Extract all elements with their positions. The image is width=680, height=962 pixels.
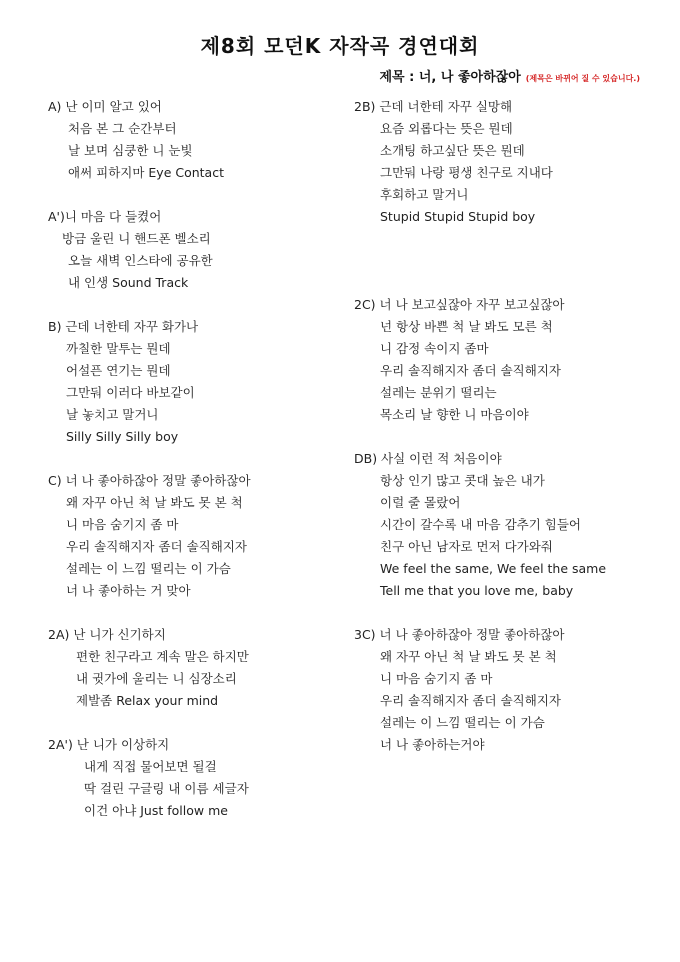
title-note: (제목은 바뀌어 질 수 있습니다.) xyxy=(525,74,640,83)
lyric-line: Stupid Stupid Stupid boy xyxy=(380,209,536,224)
section-spacer xyxy=(354,426,654,448)
lyric-line: 내 귓가에 울리는 니 심장소리 xyxy=(76,671,237,686)
lyric-line: 우리 솔직해지자 좀더 솔직해지자 xyxy=(66,539,247,554)
song-title xyxy=(380,66,641,85)
lyric-line: 오늘 새벽 인스타에 공유한 xyxy=(68,253,213,268)
lyric-line: 너 나 좋아하는 거 맞아 xyxy=(66,583,191,598)
lyric-line: 설레는 이 느낌 떨리는 이 가슴 xyxy=(380,715,545,730)
section-label: 2A') 난 니가 이상하지 xyxy=(48,737,170,752)
lyrics-right-column xyxy=(354,96,654,756)
section-spacer xyxy=(354,272,654,294)
lyrics-left-column xyxy=(48,96,338,822)
lyric-line: 후회하고 말거니 xyxy=(380,187,469,202)
lyric-line: 너 나 좋아하는거야 xyxy=(380,737,485,752)
lyrics-section xyxy=(48,96,338,184)
lyrics-section xyxy=(48,734,338,822)
lyric-line: Tell me that you love me, baby xyxy=(380,583,574,598)
lyric-line: 시간이 갈수록 내 마음 감추기 힘들어 xyxy=(380,517,581,532)
lyric-line: 편한 친구라고 계속 말은 하지만 xyxy=(76,649,249,664)
lyric-line: 날 놓치고 말거니 xyxy=(66,407,159,422)
lyric-line: 그만둬 나랑 평생 친구로 지내다 xyxy=(380,165,553,180)
lyric-line: 소개팅 하고싶단 뜻은 뭔데 xyxy=(380,143,525,158)
lyric-line: 항상 인기 많고 콧대 높은 내가 xyxy=(380,473,545,488)
lyrics-section xyxy=(354,448,654,602)
lyrics-section xyxy=(48,624,338,712)
section-label: 2B) 근데 너한테 자꾸 실망해 xyxy=(354,99,513,114)
section-spacer xyxy=(354,228,654,250)
lyric-line: 까칠한 말투는 뭔데 xyxy=(66,341,171,356)
section-spacer xyxy=(48,602,338,624)
section-spacer xyxy=(48,712,338,734)
lyric-line: 내게 직접 물어보면 될걸 xyxy=(84,759,217,774)
lyric-line: 내 인생 Sound Track xyxy=(68,275,189,290)
lyrics-section xyxy=(354,294,654,426)
lyric-line: 친구 아닌 남자로 먼저 다가와줘 xyxy=(380,539,553,554)
lyric-line: We feel the same, We feel the same xyxy=(380,561,607,576)
section-label: C) 너 나 좋아하잖아 정말 좋아하잖아 xyxy=(48,473,251,488)
song-title-text: 제목 : 너, 나 좋아하잖아 xyxy=(379,70,521,85)
section-label: A')니 마음 다 들켰어 xyxy=(48,209,162,224)
lyrics-section xyxy=(354,624,654,756)
section-spacer xyxy=(48,294,338,316)
lyric-line: 이건 아냐 Just follow me xyxy=(84,803,228,818)
section-spacer xyxy=(48,448,338,470)
lyric-line: 왜 자꾸 아닌 척 날 봐도 못 본 척 xyxy=(66,495,243,510)
lyric-line: 설레는 이 느낌 떨리는 이 가슴 xyxy=(66,561,231,576)
lyric-line: 우리 솔직해지자 좀더 솔직해지자 xyxy=(380,693,561,708)
lyric-line: 방금 울린 니 핸드폰 벨소리 xyxy=(62,231,211,246)
section-label: A) 난 이미 알고 있어 xyxy=(48,99,162,114)
lyric-line: 딱 걸린 구글링 내 이름 세글자 xyxy=(84,781,249,796)
lyric-line: 제발좀 Relax your mind xyxy=(76,693,219,708)
section-spacer xyxy=(354,602,654,624)
lyric-line: 니 마음 숨기지 좀 마 xyxy=(66,517,179,532)
section-spacer xyxy=(48,184,338,206)
lyric-line: 설레는 분위기 떨리는 xyxy=(380,385,497,400)
lyric-line: 날 보며 심쿵한 니 눈빛 xyxy=(68,143,193,158)
section-spacer xyxy=(354,250,654,272)
lyric-line: 처음 본 그 순간부터 xyxy=(68,121,177,136)
lyric-line: 니 마음 숨기지 좀 마 xyxy=(380,671,493,686)
lyric-line: Silly Silly Silly boy xyxy=(66,429,179,444)
section-label: 3C) 너 나 좋아하잖아 정말 좋아하잖아 xyxy=(354,627,565,642)
lyric-line: 왜 자꾸 아닌 척 날 봐도 못 본 척 xyxy=(380,649,557,664)
section-label: B) 근데 너한테 자꾸 화가나 xyxy=(48,319,199,334)
lyric-line: 넌 항상 바쁜 척 날 봐도 모른 척 xyxy=(380,319,553,334)
lyrics-section xyxy=(48,206,338,294)
lyric-line: 목소리 날 향한 니 마음이야 xyxy=(380,407,529,422)
section-label: DB) 사실 이런 적 처음이야 xyxy=(354,451,502,466)
lyric-line: 어설픈 연기는 뭔데 xyxy=(66,363,171,378)
lyrics-section xyxy=(48,470,338,602)
lyric-line: 이럴 줄 몰랐어 xyxy=(380,495,461,510)
lyric-line: 애써 피하지마 Eye Contact xyxy=(68,165,224,180)
lyric-line: 그만둬 이러다 바보같이 xyxy=(66,385,195,400)
lyrics-section xyxy=(48,316,338,448)
page-title: 제8회 모던K 자작곡 경연대회 xyxy=(200,34,480,58)
section-label: 2C) 너 나 보고싶잖아 자꾸 보고싶잖아 xyxy=(354,297,565,312)
lyric-line: 니 감정 속이지 좀마 xyxy=(380,341,489,356)
lyrics-section xyxy=(354,96,654,228)
lyric-line: 요즘 외롭다는 뜻은 뭔데 xyxy=(380,121,513,136)
section-label: 2A) 난 니가 신기하지 xyxy=(48,627,166,642)
lyric-line: 우리 솔직해지자 좀더 솔직해지자 xyxy=(380,363,561,378)
